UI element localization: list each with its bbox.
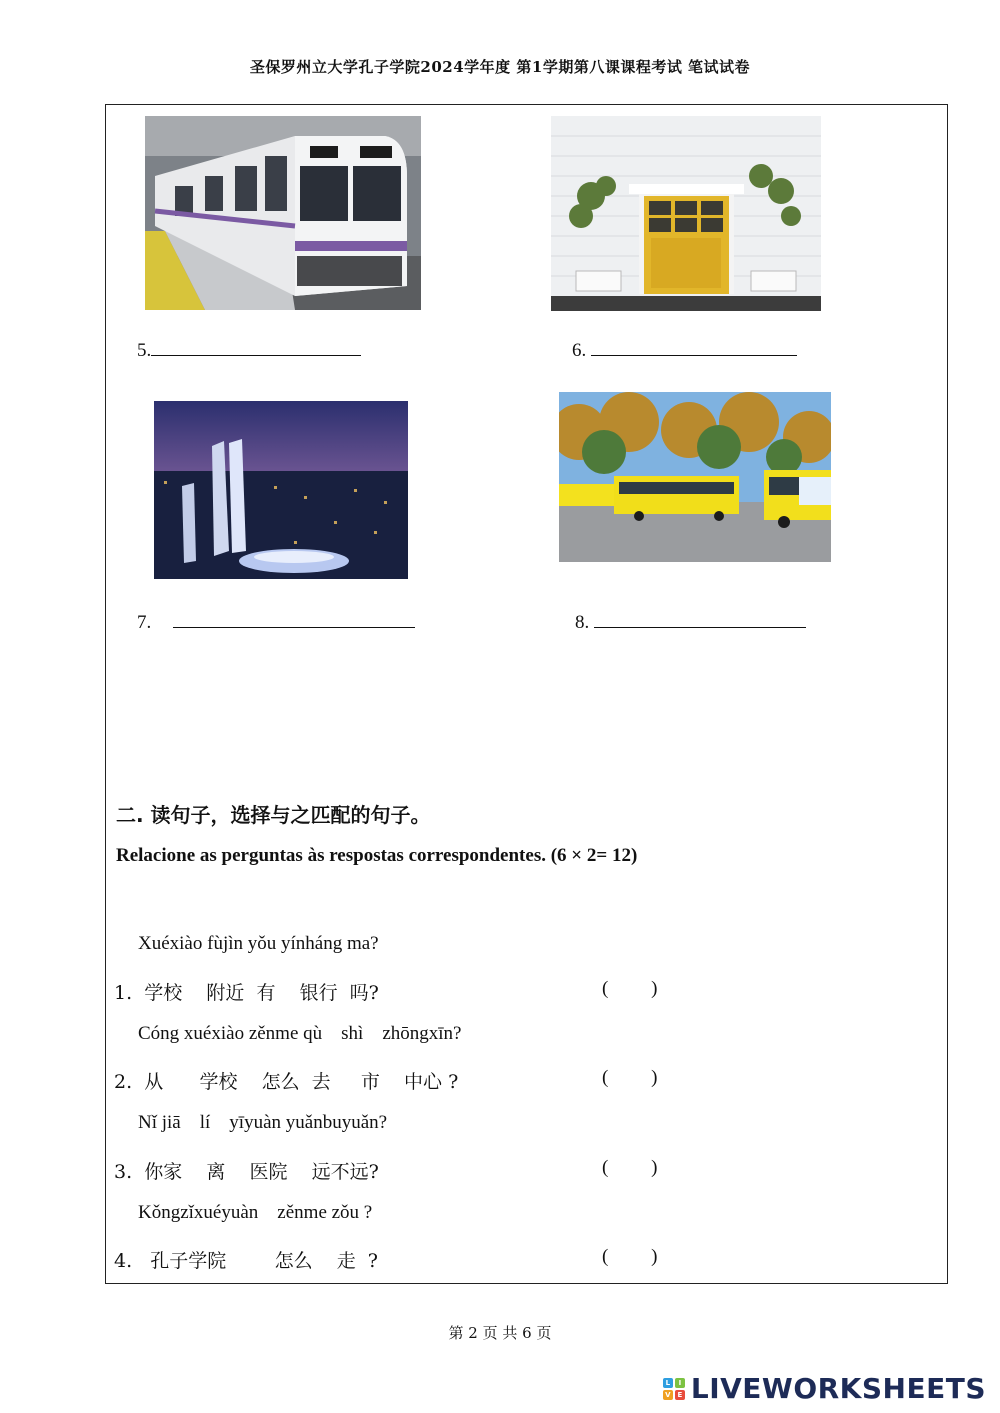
item-5-number: 5. [137,340,152,361]
question-3-pinyin: Nǐ jiā lí yīyuàn yuǎnbuyuǎn? [138,1112,388,1133]
liveworksheets-brand [663,1372,986,1405]
item-6-number: 6. [572,340,587,361]
exam-frame [105,104,948,1284]
question-1-pinyin: Xuéxiào fùjìn yǒu yínháng ma? [138,933,379,954]
item-8-number: 8. [575,612,590,633]
question-1-text: 1. 学校 附近 有 银行 吗? [114,982,379,1004]
question-1-answer-box[interactable]: ( ) [602,978,658,999]
yellow-buses-photo [559,392,831,579]
item-6-blank-line[interactable] [591,337,797,356]
subway-train-image [145,116,421,310]
logo-letter-v: V [663,1390,673,1400]
page-header: 圣保罗州立大学孔子学院2024学年度 第1学期第八课课程考试 笔试试卷 [249,58,751,76]
item-7-number: 7. [137,612,152,633]
question-2-answer-box[interactable]: ( ) [602,1067,658,1088]
logo-letter-e: E [675,1390,685,1400]
yellow-buses-image [559,392,831,579]
liveworksheets-logo-icon [663,1378,685,1400]
question-3-answer-box[interactable]: ( ) [602,1157,658,1178]
question-2-text: 2. 从 学校 怎么 去 市 中心 ? [114,1071,459,1093]
item-8-answer[interactable] [575,609,806,634]
yellow-door-image [551,116,821,311]
item-8-blank-line[interactable] [594,609,806,628]
question-4-pinyin: Kǒngzǐxuéyuàn zěnme zǒu ? [138,1202,373,1223]
page-footer: 第 2 页 共 6 页 [448,1324,552,1342]
yellow-door-photo [551,116,821,311]
subway-train-photo [145,116,421,310]
section-2-title: 二. 读句子，选择与之匹配的句子。 [116,803,431,827]
item-7-blank-line[interactable] [173,609,415,628]
brand-name: LIVEWORKSHEETS [690,1372,986,1405]
logo-letter-l: L [663,1378,673,1388]
logo-letter-i: I [675,1378,685,1388]
city-night-image [154,401,408,579]
item-7-answer[interactable] [137,609,415,634]
question-2-pinyin: Cóng xuéxiào zěnme qù shì zhōngxīn? [138,1023,462,1044]
question-3-text: 3. 你家 离 医院 远不远? [114,1161,379,1183]
section-2-subtitle: Relacione as perguntas às respostas correspondentes. (6 × 2= 12) [116,845,638,866]
item-5-answer[interactable] [137,337,361,362]
item-5-blank-line[interactable] [151,337,361,356]
city-night-skyline-photo [154,401,408,579]
question-4-text: 4. 孔子学院 怎么 走 ? [114,1250,378,1272]
question-4-answer-box[interactable]: ( ) [602,1246,658,1267]
item-6-answer[interactable] [572,337,797,362]
